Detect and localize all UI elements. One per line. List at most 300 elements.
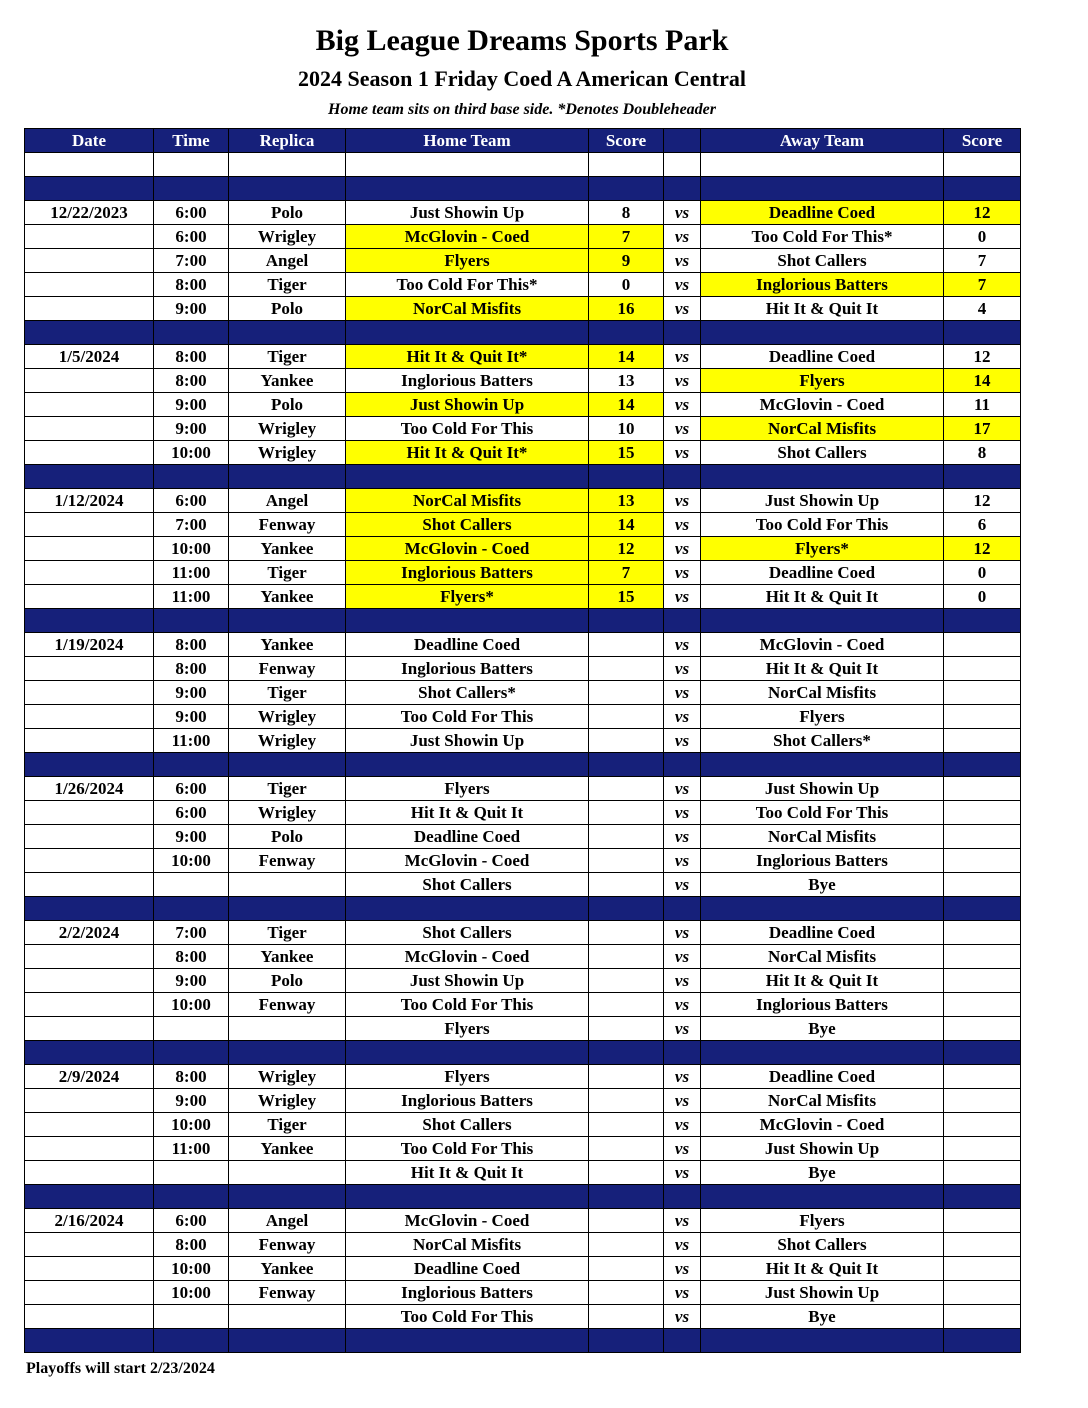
away-score-cell: 12 <box>944 489 1021 513</box>
home-score-cell: 9 <box>589 249 664 273</box>
separator-cell <box>346 753 589 777</box>
vs-cell: vs <box>664 849 701 873</box>
away-team-cell: Bye <box>701 873 944 897</box>
field-cell: Angel <box>229 1209 346 1233</box>
time-cell: 10:00 <box>154 1257 229 1281</box>
week-separator <box>25 1329 1021 1353</box>
separator-cell <box>154 897 229 921</box>
separator-cell <box>944 1041 1021 1065</box>
separator-cell <box>229 897 346 921</box>
away-team-cell: Bye <box>701 1305 944 1329</box>
field-cell: Tiger <box>229 921 346 945</box>
vs-cell: vs <box>664 561 701 585</box>
game-row <box>25 273 1021 297</box>
separator-cell <box>701 897 944 921</box>
blank-cell <box>589 153 664 177</box>
page-note: Home team sits on third base side. *Denotes Doubleheader <box>328 101 716 118</box>
home-score-cell: 10 <box>589 417 664 441</box>
separator-cell <box>701 1041 944 1065</box>
field-cell <box>229 1017 346 1041</box>
game-row <box>25 969 1021 993</box>
away-team-cell: Shot Callers <box>701 249 944 273</box>
game-row <box>25 1089 1021 1113</box>
away-team-cell: Shot Callers* <box>701 729 944 753</box>
home-score-cell <box>589 729 664 753</box>
home-team-cell: Hit It & Quit It* <box>346 441 589 465</box>
home-team-cell: Too Cold For This <box>346 705 589 729</box>
vs-cell: vs <box>664 585 701 609</box>
vs-cell: vs <box>664 825 701 849</box>
home-score-cell <box>589 1305 664 1329</box>
separator-cell <box>154 465 229 489</box>
game-row <box>25 369 1021 393</box>
time-cell: 7:00 <box>154 921 229 945</box>
away-score-cell <box>944 945 1021 969</box>
game-row <box>25 1233 1021 1257</box>
separator-cell <box>25 753 154 777</box>
blank-cell <box>701 153 944 177</box>
away-team-cell: Just Showin Up <box>701 1281 944 1305</box>
away-team-cell: Deadline Coed <box>701 561 944 585</box>
away-team-cell: NorCal Misfits <box>701 681 944 705</box>
game-row <box>25 777 1021 801</box>
time-cell: 10:00 <box>154 849 229 873</box>
home-team-cell: Too Cold For This* <box>346 273 589 297</box>
away-score-cell <box>944 681 1021 705</box>
away-team-cell: Hit It & Quit It <box>701 969 944 993</box>
separator-cell <box>664 897 701 921</box>
home-score-cell: 13 <box>589 369 664 393</box>
home-team-cell: Flyers <box>346 249 589 273</box>
away-score-cell <box>944 1281 1021 1305</box>
away-score-cell: 12 <box>944 537 1021 561</box>
game-row <box>25 657 1021 681</box>
home-score-cell <box>589 1281 664 1305</box>
time-cell <box>154 1305 229 1329</box>
date-cell <box>25 801 154 825</box>
field-cell: Fenway <box>229 849 346 873</box>
home-team-cell: Just Showin Up <box>346 393 589 417</box>
vs-cell: vs <box>664 1161 701 1185</box>
home-score-cell: 13 <box>589 489 664 513</box>
vs-cell: vs <box>664 441 701 465</box>
field-cell: Fenway <box>229 993 346 1017</box>
time-cell: 6:00 <box>154 201 229 225</box>
separator-cell <box>25 1185 154 1209</box>
date-cell: 1/12/2024 <box>25 489 154 513</box>
field-cell: Tiger <box>229 681 346 705</box>
separator-cell <box>346 1329 589 1353</box>
time-cell <box>154 1017 229 1041</box>
date-cell <box>25 417 154 441</box>
separator-cell <box>944 897 1021 921</box>
col-header-home-team: Home Team <box>346 129 589 153</box>
separator-cell <box>25 1329 154 1353</box>
vs-cell: vs <box>664 393 701 417</box>
home-score-cell <box>589 1209 664 1233</box>
blank-cell <box>664 153 701 177</box>
vs-cell: vs <box>664 633 701 657</box>
blank-cell <box>229 153 346 177</box>
separator-cell <box>664 177 701 201</box>
date-cell <box>25 1233 154 1257</box>
home-team-cell: Flyers <box>346 777 589 801</box>
vs-cell: vs <box>664 969 701 993</box>
game-row <box>25 225 1021 249</box>
separator-cell <box>701 753 944 777</box>
game-row <box>25 921 1021 945</box>
separator-cell <box>664 753 701 777</box>
time-cell: 8:00 <box>154 369 229 393</box>
away-score-cell <box>944 657 1021 681</box>
separator-cell <box>229 177 346 201</box>
date-cell <box>25 1161 154 1185</box>
home-score-cell: 8 <box>589 201 664 225</box>
away-score-cell <box>944 1065 1021 1089</box>
home-score-cell <box>589 825 664 849</box>
time-cell: 11:00 <box>154 561 229 585</box>
col-header-replica: Replica <box>229 129 346 153</box>
separator-cell <box>154 753 229 777</box>
date-cell <box>25 585 154 609</box>
date-cell <box>25 561 154 585</box>
game-row <box>25 1065 1021 1089</box>
vs-cell: vs <box>664 249 701 273</box>
home-score-cell <box>589 1257 664 1281</box>
vs-cell: vs <box>664 1305 701 1329</box>
separator-cell <box>944 177 1021 201</box>
away-score-cell <box>944 801 1021 825</box>
away-score-cell <box>944 1089 1021 1113</box>
home-team-cell: Too Cold For This <box>346 993 589 1017</box>
away-score-cell <box>944 993 1021 1017</box>
home-team-cell: NorCal Misfits <box>346 489 589 513</box>
date-cell <box>25 1257 154 1281</box>
separator-cell <box>589 609 664 633</box>
home-score-cell <box>589 801 664 825</box>
date-cell <box>25 369 154 393</box>
away-team-cell: Inglorious Batters <box>701 273 944 297</box>
field-cell: Wrigley <box>229 1065 346 1089</box>
home-team-cell: NorCal Misfits <box>346 297 589 321</box>
vs-cell: vs <box>664 345 701 369</box>
separator-cell <box>944 753 1021 777</box>
col-header-time: Time <box>154 129 229 153</box>
game-row <box>25 825 1021 849</box>
vs-cell: vs <box>664 1257 701 1281</box>
separator-cell <box>154 321 229 345</box>
away-score-cell: 4 <box>944 297 1021 321</box>
vs-cell: vs <box>664 225 701 249</box>
separator-cell <box>346 321 589 345</box>
away-score-cell <box>944 1257 1021 1281</box>
away-score-cell <box>944 705 1021 729</box>
away-team-cell: Hit It & Quit It <box>701 657 944 681</box>
home-score-cell <box>589 1161 664 1185</box>
col-header-away-score: Score <box>944 129 1021 153</box>
vs-cell: vs <box>664 1233 701 1257</box>
game-row <box>25 849 1021 873</box>
home-score-cell <box>589 705 664 729</box>
time-cell <box>154 1161 229 1185</box>
home-team-cell: Hit It & Quit It <box>346 801 589 825</box>
time-cell: 8:00 <box>154 945 229 969</box>
field-cell: Yankee <box>229 537 346 561</box>
game-row <box>25 873 1021 897</box>
away-team-cell: Deadline Coed <box>701 201 944 225</box>
vs-cell: vs <box>664 273 701 297</box>
home-score-cell <box>589 1065 664 1089</box>
separator-cell <box>25 177 154 201</box>
away-team-cell: Just Showin Up <box>701 777 944 801</box>
time-cell: 6:00 <box>154 225 229 249</box>
away-score-cell <box>944 1233 1021 1257</box>
field-cell: Polo <box>229 393 346 417</box>
vs-cell: vs <box>664 369 701 393</box>
field-cell: Wrigley <box>229 441 346 465</box>
date-cell <box>25 729 154 753</box>
away-team-cell: Shot Callers <box>701 441 944 465</box>
home-team-cell: Flyers <box>346 1065 589 1089</box>
schedule-table <box>24 128 1021 1353</box>
separator-cell <box>154 177 229 201</box>
header-row <box>25 129 1021 153</box>
blank-cell <box>346 153 589 177</box>
time-cell: 8:00 <box>154 657 229 681</box>
separator-cell <box>664 609 701 633</box>
away-team-cell: Hit It & Quit It <box>701 297 944 321</box>
vs-cell: vs <box>664 729 701 753</box>
home-team-cell: Inglorious Batters <box>346 1089 589 1113</box>
home-score-cell <box>589 1113 664 1137</box>
game-row <box>25 729 1021 753</box>
away-score-cell <box>944 1161 1021 1185</box>
schedule-body <box>25 153 1021 1353</box>
game-row <box>25 1281 1021 1305</box>
separator-cell <box>346 1185 589 1209</box>
away-score-cell: 0 <box>944 585 1021 609</box>
page-title: Big League Dreams Sports Park <box>315 24 729 57</box>
home-score-cell: 16 <box>589 297 664 321</box>
separator-cell <box>154 609 229 633</box>
vs-cell: vs <box>664 297 701 321</box>
field-cell: Wrigley <box>229 417 346 441</box>
home-score-cell <box>589 1089 664 1113</box>
date-cell: 1/5/2024 <box>25 345 154 369</box>
separator-cell <box>25 465 154 489</box>
separator-cell <box>664 1041 701 1065</box>
game-row <box>25 489 1021 513</box>
home-score-cell: 7 <box>589 225 664 249</box>
home-score-cell <box>589 873 664 897</box>
home-team-cell: Deadline Coed <box>346 825 589 849</box>
separator-cell <box>229 609 346 633</box>
date-cell <box>25 273 154 297</box>
away-score-cell <box>944 1137 1021 1161</box>
date-cell <box>25 1137 154 1161</box>
separator-cell <box>944 321 1021 345</box>
time-cell: 9:00 <box>154 969 229 993</box>
vs-cell: vs <box>664 657 701 681</box>
time-cell: 7:00 <box>154 513 229 537</box>
away-team-cell: Hit It & Quit It <box>701 585 944 609</box>
date-cell <box>25 945 154 969</box>
home-team-cell: Too Cold For This <box>346 417 589 441</box>
home-team-cell: Shot Callers <box>346 513 589 537</box>
home-team-cell: Flyers <box>346 1017 589 1041</box>
home-score-cell <box>589 633 664 657</box>
home-team-cell: Shot Callers <box>346 873 589 897</box>
date-cell: 2/16/2024 <box>25 1209 154 1233</box>
home-score-cell <box>589 849 664 873</box>
date-cell <box>25 513 154 537</box>
away-team-cell: NorCal Misfits <box>701 825 944 849</box>
time-cell: 6:00 <box>154 777 229 801</box>
time-cell: 6:00 <box>154 489 229 513</box>
field-cell: Angel <box>229 249 346 273</box>
separator-cell <box>346 177 589 201</box>
away-score-cell <box>944 1209 1021 1233</box>
field-cell: Tiger <box>229 561 346 585</box>
game-row <box>25 417 1021 441</box>
away-score-cell <box>944 873 1021 897</box>
field-cell: Tiger <box>229 777 346 801</box>
separator-cell <box>346 1041 589 1065</box>
date-cell <box>25 225 154 249</box>
date-cell <box>25 993 154 1017</box>
away-score-cell <box>944 969 1021 993</box>
away-team-cell: Flyers <box>701 369 944 393</box>
field-cell: Tiger <box>229 1113 346 1137</box>
field-cell: Tiger <box>229 345 346 369</box>
away-score-cell <box>944 849 1021 873</box>
game-row <box>25 201 1021 225</box>
separator-cell <box>589 1041 664 1065</box>
vs-cell: vs <box>664 1017 701 1041</box>
time-cell: 9:00 <box>154 297 229 321</box>
date-cell: 1/26/2024 <box>25 777 154 801</box>
vs-cell: vs <box>664 417 701 441</box>
time-cell: 8:00 <box>154 345 229 369</box>
time-cell: 11:00 <box>154 585 229 609</box>
away-score-cell: 17 <box>944 417 1021 441</box>
home-team-cell: McGlovin - Coed <box>346 537 589 561</box>
home-team-cell: Inglorious Batters <box>346 561 589 585</box>
vs-cell: vs <box>664 681 701 705</box>
time-cell: 9:00 <box>154 825 229 849</box>
separator-cell <box>664 465 701 489</box>
separator-cell <box>701 321 944 345</box>
away-team-cell: McGlovin - Coed <box>701 393 944 417</box>
week-separator <box>25 1041 1021 1065</box>
away-score-cell <box>944 1113 1021 1137</box>
home-score-cell <box>589 969 664 993</box>
separator-cell <box>701 1329 944 1353</box>
vs-cell: vs <box>664 489 701 513</box>
separator-cell <box>589 1329 664 1353</box>
vs-cell: vs <box>664 945 701 969</box>
away-team-cell: NorCal Misfits <box>701 417 944 441</box>
date-cell <box>25 873 154 897</box>
col-header-vs <box>664 129 701 153</box>
separator-cell <box>589 321 664 345</box>
game-row <box>25 393 1021 417</box>
vs-cell: vs <box>664 1113 701 1137</box>
away-team-cell: NorCal Misfits <box>701 945 944 969</box>
field-cell: Wrigley <box>229 225 346 249</box>
home-team-cell: McGlovin - Coed <box>346 1209 589 1233</box>
home-score-cell <box>589 1233 664 1257</box>
time-cell: 9:00 <box>154 417 229 441</box>
field-cell: Polo <box>229 201 346 225</box>
home-score-cell: 14 <box>589 513 664 537</box>
separator-cell <box>701 465 944 489</box>
game-row <box>25 441 1021 465</box>
vs-cell: vs <box>664 1137 701 1161</box>
blank-cell <box>944 153 1021 177</box>
away-score-cell <box>944 1017 1021 1041</box>
separator-cell <box>229 465 346 489</box>
week-separator <box>25 1185 1021 1209</box>
home-team-cell: McGlovin - Coed <box>346 945 589 969</box>
date-cell <box>25 393 154 417</box>
time-cell: 8:00 <box>154 633 229 657</box>
separator-cell <box>346 465 589 489</box>
away-team-cell: Deadline Coed <box>701 1065 944 1089</box>
field-cell: Yankee <box>229 945 346 969</box>
date-cell <box>25 1305 154 1329</box>
separator-cell <box>25 609 154 633</box>
blank-cell <box>154 153 229 177</box>
game-row <box>25 297 1021 321</box>
game-row <box>25 1305 1021 1329</box>
field-cell: Yankee <box>229 369 346 393</box>
time-cell: 9:00 <box>154 681 229 705</box>
home-score-cell <box>589 945 664 969</box>
field-cell: Polo <box>229 825 346 849</box>
away-team-cell: McGlovin - Coed <box>701 1113 944 1137</box>
game-row <box>25 1137 1021 1161</box>
date-cell: 2/2/2024 <box>25 921 154 945</box>
separator-cell <box>664 1329 701 1353</box>
separator-cell <box>701 1185 944 1209</box>
separator-cell <box>944 465 1021 489</box>
field-cell <box>229 1305 346 1329</box>
away-team-cell: Just Showin Up <box>701 1137 944 1161</box>
field-cell: Yankee <box>229 633 346 657</box>
home-team-cell: Too Cold For This <box>346 1137 589 1161</box>
away-score-cell <box>944 729 1021 753</box>
date-cell <box>25 969 154 993</box>
week-separator <box>25 465 1021 489</box>
vs-cell: vs <box>664 801 701 825</box>
away-team-cell: Too Cold For This* <box>701 225 944 249</box>
home-score-cell <box>589 777 664 801</box>
home-team-cell: Hit It & Quit It <box>346 1161 589 1185</box>
away-team-cell: Too Cold For This <box>701 801 944 825</box>
time-cell: 6:00 <box>154 801 229 825</box>
away-score-cell: 8 <box>944 441 1021 465</box>
separator-cell <box>589 753 664 777</box>
away-team-cell: Flyers <box>701 705 944 729</box>
vs-cell: vs <box>664 1281 701 1305</box>
blank-row <box>25 153 1021 177</box>
separator-cell <box>944 1185 1021 1209</box>
time-cell: 8:00 <box>154 1233 229 1257</box>
home-score-cell <box>589 681 664 705</box>
field-cell: Polo <box>229 969 346 993</box>
home-score-cell: 15 <box>589 585 664 609</box>
